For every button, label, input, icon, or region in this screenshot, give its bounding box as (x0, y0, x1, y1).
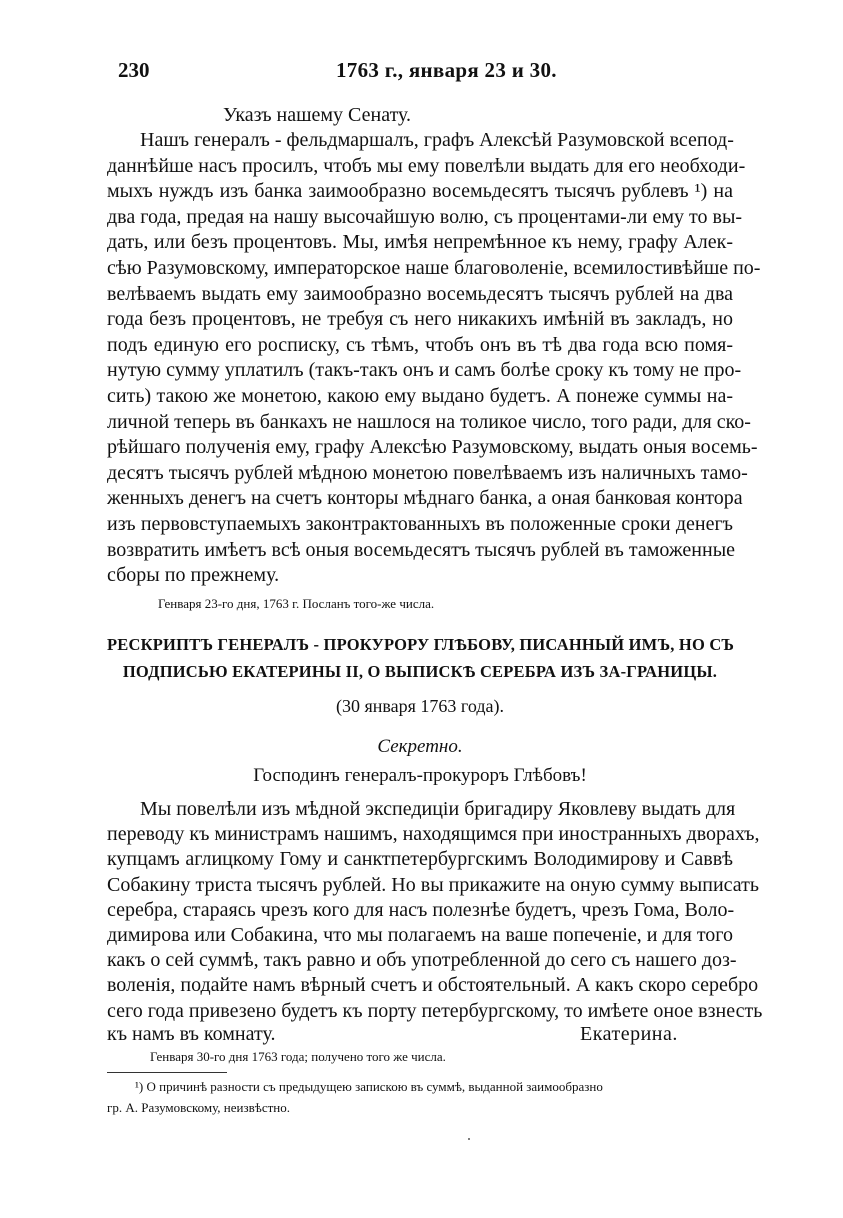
text-line: нутую сумму уплатилъ (такъ-такъ онъ и самъ болѣе сроку къ тому не про- (107, 359, 742, 382)
text-line: сборы по прежнему. (107, 564, 280, 587)
text-line: Мы повелѣли изъ мѣдной экспедиціи бригадиру Яковлеву выдать для (140, 798, 736, 820)
text-line: купцамъ аглицкому Гому и санктпетербургскимъ Володимирову и Саввѣ (107, 848, 733, 871)
text-line: даннѣйше насъ просилъ, чтобъ мы ему повелѣли выдать для его необходи- (107, 154, 746, 177)
text-line: два года, предая на нашу высочайшую волю, съ процентами-ли ему то вы- (107, 205, 743, 228)
text-line: десятъ тысячъ рублей мѣдною монетою повелѣваемъ изъ наличныхъ тамо- (107, 461, 748, 484)
text-line: серебра, стараясь чрезъ кого для насъ полезнѣе будетъ, чрезъ Гома, Воло- (107, 898, 735, 921)
reskript-heading-line2: ПОДПИСЬЮ ЕКАТЕРИНЫ II, О ВЫПИСКѢ СЕРЕБРА ИЗЪ ЗА-ГРАНИЦЫ. (122, 662, 718, 681)
text-line: велѣваемъ выдать ему заимообразно восемьдесятъ тысячъ рублей на два (107, 282, 733, 305)
text-line: какъ о сей суммѣ, такъ равно и объ употребленной до сего съ нашего доз- (107, 949, 737, 972)
text-line: дать, или безъ процентовъ. Мы, имѣя непремѣнное къ нему, графу Алек- (107, 231, 733, 254)
text-line: сего года привезено будетъ къ порту петербургскому, то имѣете оное взнесть (107, 999, 763, 1022)
text-line: женныхъ денегъ на счетъ конторы мѣднаго банка, а оная банковая контора (107, 487, 743, 510)
page-header (118, 58, 738, 88)
reskript-last-line: къ намъ въ комнату. (107, 1023, 276, 1045)
text-line: изъ первовступаемыхъ законтрактованныхъ въ положенные сроки денегъ (107, 513, 733, 535)
text-line: воленія, подайте намъ вѣрный счетъ и обстоятельный. А какъ скоро серебро (107, 974, 759, 997)
reskript-salutation: Господинъ генералъ-прокуроръ Глѣбовъ! (253, 765, 587, 786)
reskript-secret-mark: Секретно. (377, 736, 463, 757)
footnote-line1: ¹) О причинѣ разности съ предыдущею запискою въ суммѣ, выданной заимообразно (135, 1079, 603, 1094)
text-line: димирова или Собакина, что мы полагаемъ на ваше попеченіе, и для того (107, 924, 733, 946)
text-line: подъ единую его росписку, съ тѣмъ, чтобъ онъ въ тѣ два года всю помя- (107, 333, 733, 356)
text-line: рѣйшаго полученія ему, графу Алексѣю Разумовскому, выдать оныя восемь- (107, 436, 758, 459)
text-line: возвратить имѣетъ всѣ оныя восемьдесятъ тысячъ рублей въ таможенные (107, 538, 736, 561)
footnote-rule (107, 1072, 227, 1073)
reskript-date: (30 января 1763 года). (336, 696, 504, 716)
signature: Екатерина. (580, 1023, 678, 1045)
text-line: переводу къ министрамъ нашимъ, находящимся при иностранныхъ дворахъ, (107, 823, 760, 846)
ukaz-note: Генваря 23-го дня, 1763 г. Посланъ того-же числа. (158, 596, 435, 611)
text-line: года безъ процентовъ, не требуя съ него никакихъ имѣній въ закладъ, но (107, 308, 733, 331)
text-line: Собакину триста тысячъ рублей. Но вы прикажите на оную сумму выписать (107, 873, 759, 896)
footnote-line2: гр. А. Разумовскому, неизвѣстно. (107, 1100, 290, 1115)
reskript-note: Генваря 30-го дня 1763 года; получено того же числа. (150, 1049, 446, 1064)
page-number: 230 (118, 58, 150, 82)
reskript-heading-line1: РЕСКРИПТЪ ГЕНЕРАЛЪ - ПРОКУРОРУ ГЛѢБОВУ, ПИСАННЫЙ ИМЪ, НО СЪ (107, 635, 735, 654)
ukaz-title: Указъ нашему Сенату. (222, 104, 412, 126)
print-speck (468, 1138, 470, 1140)
text-line: сить) такою же монетою, какою ему выдано будетъ. А понеже суммы на- (107, 385, 733, 407)
running-head: 1763 г., января 23 и 30. (336, 58, 557, 82)
text-line: личной теперь въ банкахъ не нашлося на толикое число, того ради, для ско- (107, 410, 751, 433)
text-line: сѣю Разумовскому, императорское наше благоволеніе, всемилостивѣйше по- (107, 257, 761, 279)
text-line: мыхъ нуждъ изъ банка заимообразно восемьдесятъ тысячъ рублевъ ¹) на (107, 180, 733, 203)
text-line: Нашъ генералъ - фельдмаршалъ, графъ Алексѣй Разумовской всепод- (140, 129, 734, 151)
